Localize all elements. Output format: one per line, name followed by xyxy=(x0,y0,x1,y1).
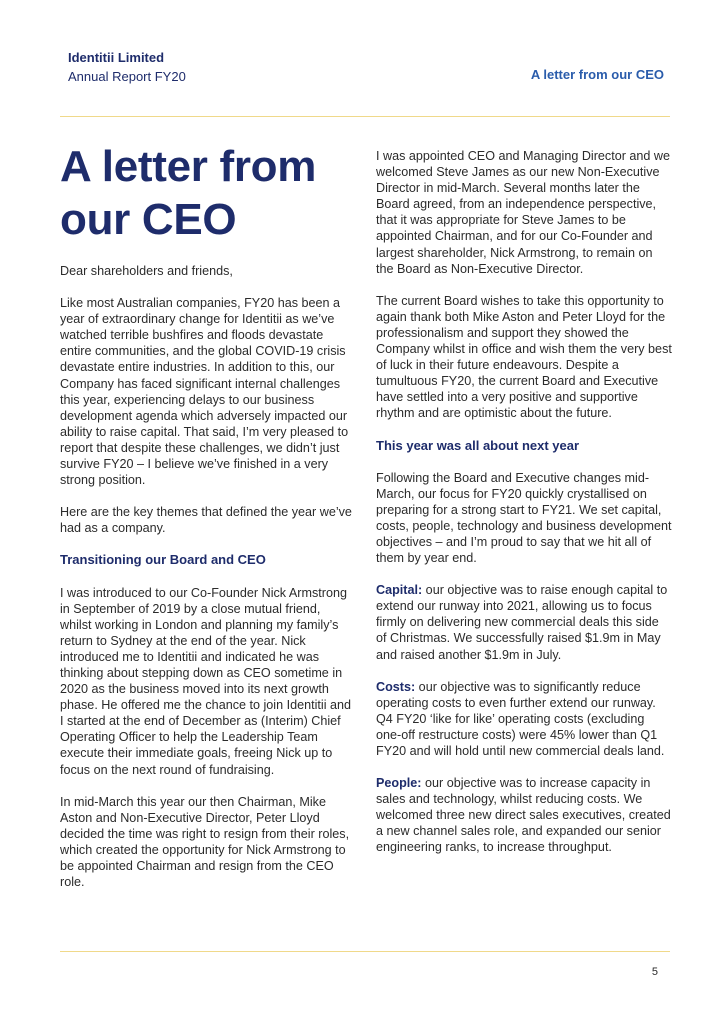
paragraph: I was appointed CEO and Managing Director and we welcomed Steve James as our new Non-Executive Director in mid-March. Several months later the Board agreed, from an independence perspective, that it was appropriate for Steve James to be appointed Chairman, and for our Co-Founder and largest shareholder, Nick Armstrong, to remain on the Board as Non-Executive Director. xyxy=(376,149,671,276)
costs-paragraph xyxy=(376,679,672,759)
left-column xyxy=(60,140,352,906)
right-column xyxy=(376,148,672,872)
subheading-board-transition: Transitioning our Board and CEO xyxy=(60,552,266,568)
subheading-next-year: This year was all about next year xyxy=(376,437,580,453)
capital-label: Capital: xyxy=(376,583,423,598)
page-title-line-2: our CEO xyxy=(60,195,237,244)
paragraph: Following the Board and Executive changes mid-March, our focus for FY20 quickly crystallised on preparing for a strong start to FY21. We set capital, costs, people, technology and business development objectives – and I’m proud to say that we hit all of them by year end. xyxy=(376,470,672,566)
people-label: People: xyxy=(376,776,422,791)
page-number: 5 xyxy=(651,966,658,978)
paragraph: Like most Australian companies, FY20 has been a year of extraordinary change for Identitii as we’ve watched terrible bushfires and floods devastate entire communities, and the global COVID-19 crisis devastate entire industries. In addition to this, our Company has faced significant internal challenges this year, experiencing delays to our business development agenda which adversely impacted our ability to raise capital. That said, I’m very pleased to report that despite these challenges, we didn’t just survive FY20 – I believe we’ve finished in a very strong position. xyxy=(60,296,349,488)
report-name: Annual Report FY20 xyxy=(68,69,186,84)
capital-paragraph xyxy=(376,582,672,662)
page-title xyxy=(60,140,352,246)
paragraph: I was introduced to our Co-Founder Nick Armstrong in September of 2019 by a close mutual friend, whilst working in London and planning my family’s return to Sydney at the end of the year. Nick introduced me to Identitii and indicated he was thinking about stepping down as CEO sometime in 2020 as the business moved into its next growth phase. He offered me the chance to join Identitii and I started at the end of December as (Interim) Chief Operating Officer to help the Leadership Team execute their immediate goals, freeing Nick up to focus on the next round of fundraising. xyxy=(60,585,352,777)
costs-label: Costs: xyxy=(376,679,416,694)
people-text: our objective was to increase capacity in sales and technology, whilst reducing costs. We welcomed three new direct sales executives, created a new channel sales role, and expanded our senior engineering ranks, to increase throughput. xyxy=(376,776,671,855)
costs-text: our objective was to significantly reduce operating costs to even further extend our runway. Q4 FY20 ‘like for like’ operating costs (excluding one-off restructure costs) were 45% lower than Q1 FY20 and will hold until new commercial deals land. xyxy=(376,679,665,758)
header-divider xyxy=(60,116,670,117)
paragraph: Here are the key themes that defined the year we’ve had as a company. xyxy=(60,505,352,536)
company-name: Identitii Limited xyxy=(68,50,165,65)
capital-text: our objective was to raise enough capital to extend our runway into 2021, allowing us to focus firmly on delivering new commercial deals this side of Christmas. We successfully raised $1.9m in May and raised another $1.9m in July. xyxy=(376,583,668,662)
section-title: A letter from our CEO xyxy=(530,67,664,82)
greeting: Dear shareholders and friends, xyxy=(60,264,233,278)
page-title-line-1: A letter from xyxy=(60,142,317,191)
paragraph: In mid-March this year our then Chairman, Mike Aston and Non-Executive Director, Peter Lloyd decided the time was right to resign from their roles, which created the opportunity for Nick Armstrong to be appointed Chairman and resign from the CEO role. xyxy=(60,794,350,890)
people-paragraph xyxy=(376,775,672,855)
paragraph: The current Board wishes to take this opportunity to again thank both Mike Aston and Peter Lloyd for the professionalism and support they showed the Company whilst in office and wish them the very best of luck in their future endeavours. Despite a tumultuous FY20, the current Board and Executive have settled into a very positive and supportive rhythm and are optimistic about the future. xyxy=(376,293,672,421)
footer-divider xyxy=(60,951,670,952)
